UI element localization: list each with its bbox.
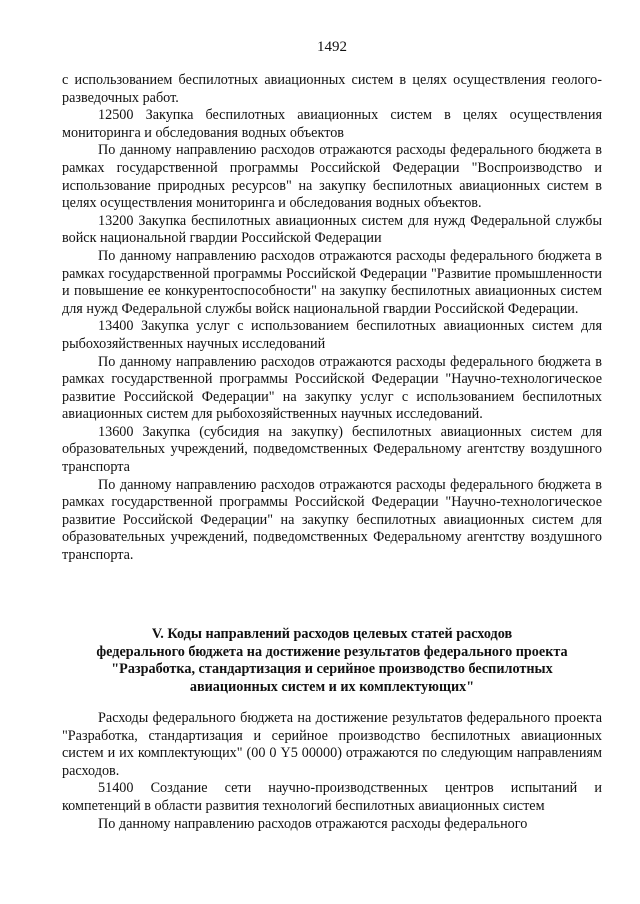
- paragraph-7: 13600 Закупка (субсидия на закупку) беспилотных авиационных систем для образовательных учреждений, подведомственных Федеральному агентству воздушного транспорта: [62, 423, 602, 476]
- paragraph-6: По данному направлению расходов отражаются расходы федерального бюджета в рамках государственной программы Российской Федерации "Научно-технологическое развитие Российской Федерации" на закупку услуг с использованием беспилотных авиационных систем для рыбохозяйственных научных исследований.: [62, 353, 602, 423]
- section-body: [62, 710, 602, 833]
- section-heading: [62, 626, 602, 696]
- section-paragraph-2: По данному направлению расходов отражаются расходы федерального: [98, 815, 528, 832]
- heading-line-1: федерального бюджета на достижение результатов федерального проекта: [96, 643, 568, 660]
- paragraph-0: с использованием беспилотных авиационных систем в целях осуществления геолого-разведочных работ.: [62, 72, 602, 106]
- paragraph-1: 12500 Закупка беспилотных авиационных систем в целях осуществления мониторинга и обследования водных объектов: [62, 107, 602, 141]
- heading-line-0: V. Коды направлений расходов целевых статей расходов: [151, 626, 513, 642]
- heading-line-2: "Разработка, стандартизация и серийное производство беспилотных: [111, 661, 553, 678]
- paragraph-8: По данному направлению расходов отражаются расходы федерального бюджета в рамках государственной программы Российской Федерации "Научно-технологическое развитие Российской Федерации" на закупку беспилотных авиационных систем для образовательных учреждений, подведомственных Федеральному агентству воздушного транспорта.: [62, 476, 602, 564]
- paragraph-4: По данному направлению расходов отражаются расходы федерального бюджета в рамках государственной программы Российской Федерации "Развитие промышленности и повышение ее конкурентоспособности" на закупку беспилотных авиационных систем для нужд Федеральной службы войск национальной гвардии Российской Федерации.: [62, 247, 602, 317]
- body-text: [62, 72, 602, 565]
- paragraph-5: 13400 Закупка услуг с использованием беспилотных авиационных систем для рыбохозяйственных научных исследований: [62, 318, 602, 352]
- heading-line-3: авиационных систем и их комплектующих": [189, 678, 475, 695]
- section-paragraph-0: Расходы федерального бюджета на достижение результатов федерального проекта "Разработка, стандартизация и серийное производство беспилотных авиационных систем и их комплектующих" (00 0 Y5 00000) отражаются по следующим направлениям расходов.: [62, 710, 602, 779]
- paragraph-2: По данному направлению расходов отражаются расходы федерального бюджета в рамках государственной программы Российской Федерации "Воспроизводство и использование природных ресурсов" на закупку беспилотных авиационных систем в целях осуществления мониторинга и обследования водных объектов.: [62, 142, 602, 212]
- paragraph-3: 13200 Закупка беспилотных авиационных систем для нужд Федеральной службы войск национальной гвардии Российской Федерации: [62, 212, 602, 247]
- section-paragraph-1: 51400 Создание сети научно-производственных центров испытаний и компетенций в области развития технологий беспилотных авиационных систем: [62, 780, 602, 814]
- page-number: 1492: [317, 39, 347, 55]
